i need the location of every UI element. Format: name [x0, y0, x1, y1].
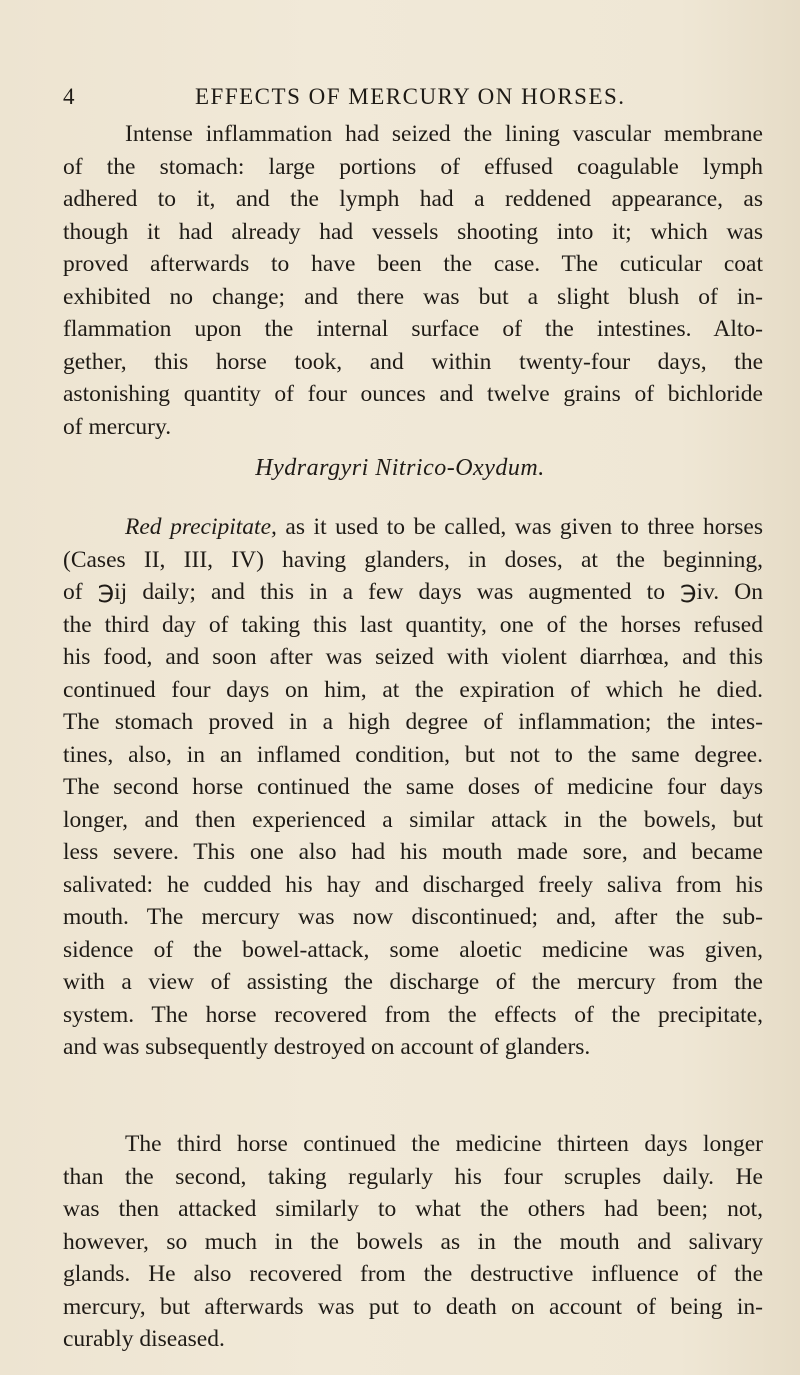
page-number: 4 [63, 84, 76, 109]
text-line: his food, and soon after was seized with violent diarrhœa, and this [63, 644, 763, 670]
text-line: less severe. This one also had his mouth made sore, and became [63, 839, 763, 865]
text-line: mercury, but afterwards was put to death on account of being in- [63, 1293, 763, 1320]
text-line: of ℈ij daily; and this in a few days was augmented to ℈iv. On [63, 579, 763, 605]
text-line: astonishing quantity of four ounces and twelve grains of bichloride [63, 381, 763, 407]
text-line-first [63, 511, 763, 544]
text-line: The stomach proved in a high degree of inflammation; the intes- [63, 709, 763, 735]
text-line: gether, this horse took, and within twenty-four days, the [63, 348, 763, 375]
text-line: sidence of the bowel-attack, some aloetic medicine was given, [63, 936, 763, 963]
text-line: system. The horse recovered from the effects of the precipitate, [63, 1001, 763, 1028]
text-line: mouth. The mercury was now discontinued; and, after the sub- [63, 904, 763, 930]
text-line: adhered to it, and the lymph had a reddened appearance, as [63, 186, 763, 212]
italic-lead: Red precipitate, [125, 514, 277, 540]
paragraph-3 [63, 1128, 763, 1356]
text-line: and was subsequently destroyed on account of glanders. [63, 1034, 591, 1060]
text-line: glands. He also recovered from the destructive influence of the [63, 1261, 763, 1287]
text-line: of the stomach: large portions of effused coagulable lymph [63, 153, 763, 180]
text-line: salivated: he cudded his hay and discharged freely saliva from his [63, 871, 763, 898]
text-line: however, so much in the bowels as in the mouth and salivary [63, 1228, 763, 1255]
text-line: curably diseased. [63, 1326, 225, 1352]
text-line: The third horse continued the medicine thirteen days longer [125, 1131, 763, 1157]
paragraph-2 [63, 511, 763, 1064]
text-line: tines, also, in an inflamed condition, but not to the same degree. [63, 741, 763, 768]
text-line: The second horse continued the same doses of medicine four days [63, 774, 763, 800]
text-line: flammation upon the internal surface of the intestines. Alto- [63, 316, 763, 342]
text-line: was then attacked similarly to what the others had been; not, [63, 1196, 763, 1222]
text-line: (Cases II, III, IV) having glanders, in doses, at the beginning, [63, 546, 763, 573]
text-line: Intense inflammation had seized the lining vascular membrane [125, 121, 763, 147]
text-line: longer, and then experienced a similar attack in the bowels, but [63, 806, 763, 833]
text-line: proved afterwards to have been the case. The cuticular coat [63, 251, 763, 277]
text-line: with a view of assisting the discharge of the mercury from the [63, 969, 763, 995]
paragraph-1 [63, 118, 763, 443]
text-line: than the second, taking regularly his four scruples daily. He [63, 1163, 763, 1190]
text-line: continued four days on him, at the expiration of which he died. [63, 676, 763, 703]
section-heading: Hydrargyri Nitrico-Oxydum. [255, 455, 545, 481]
text-line: the third day of taking this last quantity, one of the horses refused [63, 611, 763, 638]
running-head: EFFECTS OF MERCURY ON HORSES. [195, 84, 626, 109]
text-line: though it had already had vessels shooting into it; which was [63, 218, 763, 245]
text-line: of mercury. [63, 413, 172, 440]
text-line: exhibited no change; and there was but a slight blush of in- [63, 283, 763, 310]
page-header [63, 82, 763, 112]
first-line-rest: as it used to be called, was given to three horses [276, 514, 763, 540]
